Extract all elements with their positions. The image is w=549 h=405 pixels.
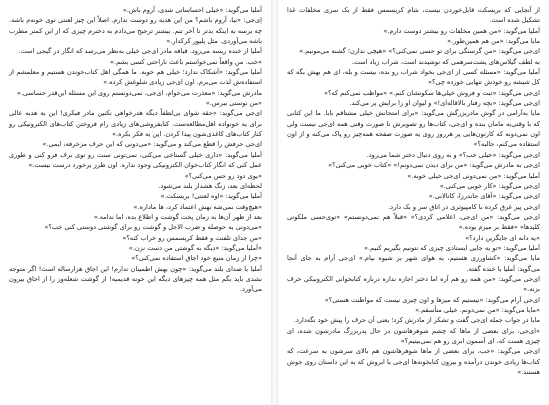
paragraph: ای‌جی می‌گوید: «ثبت و فروش خیلی‌ها سکوتشان کنم.» «مواظب نمی‌کنم که؟» — [323, 88, 540, 97]
paragraph: اِی‌جی: «بیا، آروم باشم؟ من این هدیه رو دوست ندارم. اصلاً این چیز لعنتی توی خونه‌م باشه. چه برسه به اینکه بدتر تا آخر تنم. بیشتر ترجیح می‌دادم به دخترم چیزی که از این کمتر مطرب باشه می‌آوردی. مثل پلیور کرکدار.» — [9, 16, 262, 46]
paragraph: لحظه‌ای بعد، زنگ هشدار بلند می‌شود. — [158, 181, 262, 190]
paragraph: ای‌جی می‌گوید: «من گرسنگی برای تو حسی نمی‌کنی؟» «هیچی ندارن؛ گشنه می‌مونیم.» — [299, 47, 540, 56]
paragraph: ای‌جی می‌گوید: «من همه رو هم آره اما دختر اجازه نداره درباره کتابخوانی الکترونیکی حرف بزنه.» — [287, 274, 540, 294]
paragraph: ای‌جی می‌گوید: «آقای جاندرزا، کاتالانی.» — [428, 192, 540, 201]
paragraph: مایا می‌گوید: «من هم همین‌طور.» — [447, 37, 540, 46]
right-page — [278, 0, 549, 405]
book-gutter — [271, 0, 278, 405]
paragraph: مایا در جواب جمله ای‌جی گفت و تشکر از مادرش کرد؛ یعنی آن حرف را پیش خود نگه‌دارد. — [293, 316, 540, 325]
paragraph: آملیا می‌گوید: «آشکاک ندارد؛ خیلی هم خوبه. ما همگی اهل کتاب‌خوندن هستیم و معلمشم از استفاده‌ش لذت می‌برم. اون ای‌جی زیادی شلوغش کرده.» — [9, 68, 262, 87]
paragraph: از آنجایی که بریسکت قابل‌خوردن نیست، شام کریسمس فقط از یک سری مخلفات غذا تشکیل شده است. — [287, 6, 540, 25]
paragraph: آملیا از خنده ریسه می‌رود. قیافه مادر ای‌جی خیلی به‌نظر می‌رسد که انگار در گیجی است. — [18, 47, 262, 56]
paragraph: «یوی دود رو حس می‌کنی؟» — [184, 171, 262, 180]
paragraph: آملیا با صدای بلند می‌گوید: «چون بهش اطمینان ندارم! این اجاق هزارساله است! اگر متوجه نشدی باید بگم مثل همه چیزهای دیگه این خونه قدیمیه! از گوشت شعله‌ور را از اجاق بیرون می‌آورد. — [9, 264, 262, 294]
paragraph: «آملیا می‌گوید: «دیگه به گوشتی من دست نزن.» — [128, 243, 262, 252]
paragraph: مایا می‌گوید: «کشاورزی هستیم، به هوای شهر بر شیوه بیام.» ای‌جی آرام به جای آنجا می‌گوید: آملیا با خنده گفته. — [287, 254, 540, 273]
paragraph: آملیا می‌گوید: «اوه لعنتی! بریسکت.» — [160, 192, 262, 201]
paragraph: «می‌دونی یه حوصله و ضرب الاجل و گوشت رو برای گوشتی دوستی کنی خب؟» — [44, 223, 262, 232]
paragraph: آملیا می‌گوید: «داری خیلی گستاخی می‌کنی، نمی‌تونی سنت رو توی برف فرو کنی و طوری عمل کنی که انگار کتاب‌خوان الکترونیکی وجود نداره. اون طرز برخورد درست نیست.» — [9, 150, 262, 170]
paragraph: ای‌جی می‌گوید: «خیلی خب؟» و به روی دنبال دختر شما می‌رود. — [366, 150, 540, 159]
paragraph: ای‌جی حرفش را قطع می‌کند و می‌گوید: «می‌دونی که این حرف مزخرفه، ایمی.» — [42, 140, 262, 149]
paragraph: «من جدای تلفنت و فقط کریسمس رو خراب کنه؟» — [122, 233, 262, 242]
paragraph: آملیا می‌گوید: «تو یه جایی ایستادی چیزی که نتونیم بگیریم کنیم.» — [364, 243, 540, 252]
paragraph: به لطف گیلاس‌های پشت‌سرهمی که نوشیدند است، شراب زیاد است. — [351, 57, 540, 66]
left-page — [0, 0, 271, 405]
paragraph: «ای‌جی، برای بعضی از ماها که چشم شوهرهاشون در حال پدربزرگ مادرشون شده، ای چیزی هست که، ای آسمون ابری رو هم نمی‌بینیم؟» — [287, 326, 540, 345]
paragraph: ای‌جی آرام می‌گوید: «نیستیم که میزها و اون چیزی نیست که مواظبت هستی؟» — [324, 295, 540, 304]
paragraph: مادرش می‌گوید: «معذرت می‌خوام، ای‌جی، نمی‌دونستم روی این مسئله این‌قدر حساسی.» — [16, 88, 262, 97]
paragraph: ای‌جی می‌گوید: «بچه رفتار بالاقاله‌ای!» و لیوان او را برایش پر می‌کند. — [349, 99, 540, 108]
paragraph: آملیا می‌گوید: «مسئله کسی از ای‌جی بخواد شراب رو بده، بیست و بله، ای هم بهش بگه که کل شیشه رو خودش تنهایی خورده چی؟» — [287, 68, 540, 87]
paragraph: مایا به‌آرامی در گوش مادربزرگش می‌گوید: «برای امتحانش خیلی مشتاقم بابا. ما این کتابی که با وقتی‌به مامان بنده و ای‌جی، کتاب‌ها رو تصویرش تا صورت وقتی همه ای‌جی نیست ولی اون نمی‌دونه که کارتون‌هایی پر هرروز روی یه صورت صفحه همه‌چیز رو پاک می‌کنه و از اون استفاده می‌کنم، جالبه؟» — [287, 109, 540, 149]
paragraph: «مایا می‌گوید: «من نمی‌دونم. خیلی متأسفم.» — [415, 305, 540, 314]
paragraph: ای‌جی می‌گوید: «کار خوبی می‌کنی.» — [439, 181, 540, 190]
paragraph: ای‌جی می‌گوید: «من ای‌جی، اعلامی کردی؟» «قبلاً هم نمی‌دونستم» «توی‌حسی ملکوتی کلیدها» «فقط بر میزم بوده.» — [287, 212, 540, 232]
paragraph: «من نوستی بیرس.» — [205, 99, 262, 108]
paragraph: «چرا از زمان منبع خود اجاق استفاده نمی‌کنی؟» — [131, 254, 262, 263]
paragraph: ای‌جی به مادرش می‌گوید: «من برای دیدن نمی‌دونم!» «کتاب خوبی می‌کنی؟» — [328, 161, 540, 170]
paragraph: «هیچ‌وقت نمی‌شه بهش اعتماد کرد، ها ماداره.» — [133, 202, 262, 211]
paragraph: بعد از ظهر آن‌ها به زمان پخت گوشت و اطلاع بده، اما ندامه.» — [93, 212, 262, 221]
paragraph: «خب. من واقعاً نمی‌خواستم باعث ناراحتی کسی بشم.» — [110, 57, 262, 66]
paragraph: آملیا می‌گوید: «من همین مخلفات رو بیشتر دوست دارم.» — [383, 26, 540, 35]
paragraph: آملیا می‌گوید: «خیلی احساساتی شدی، آروم باش.» — [122, 6, 262, 14]
right-page-text — [287, 5, 540, 377]
left-page-text — [9, 5, 262, 295]
paragraph: آملیا می‌گوید: «من نمی‌دونی ای‌جی خیلی خوبه.» — [407, 171, 540, 180]
paragraph: ای‌جی پیر غرق کرده با کامپیوتری در اتاق سر و بک دارد. — [388, 202, 540, 211]
paragraph: «یه دانه ای جایگزین دارد؟» — [465, 233, 540, 242]
paragraph: ای‌جی می‌گوید: «خب، برای بعضی از ماها شوهرهاشون هم بالای سرشون به سرعت، که کتاب‌ها زیادی خوندن درآمده و بیرون کتابخونه‌ها ای‌جی با ابروش که به این داستان روی جوش هستند.» — [287, 347, 540, 377]
paragraph: ای‌جی می‌گوید: «حقه شوای بی‌لطفاً دیگه هدرخواهی نکنین مادر فیکری! این به هدیه عالی برای یه خونواده اهل‌مطالعه‌ست. کتابفروشی‌های زیادی رام فروختن کتاب‌های الکترونیکی رو کنار کتاب‌های کاغذی‌شون پیدا کردن. این یه فکر بکره.» — [9, 109, 262, 139]
